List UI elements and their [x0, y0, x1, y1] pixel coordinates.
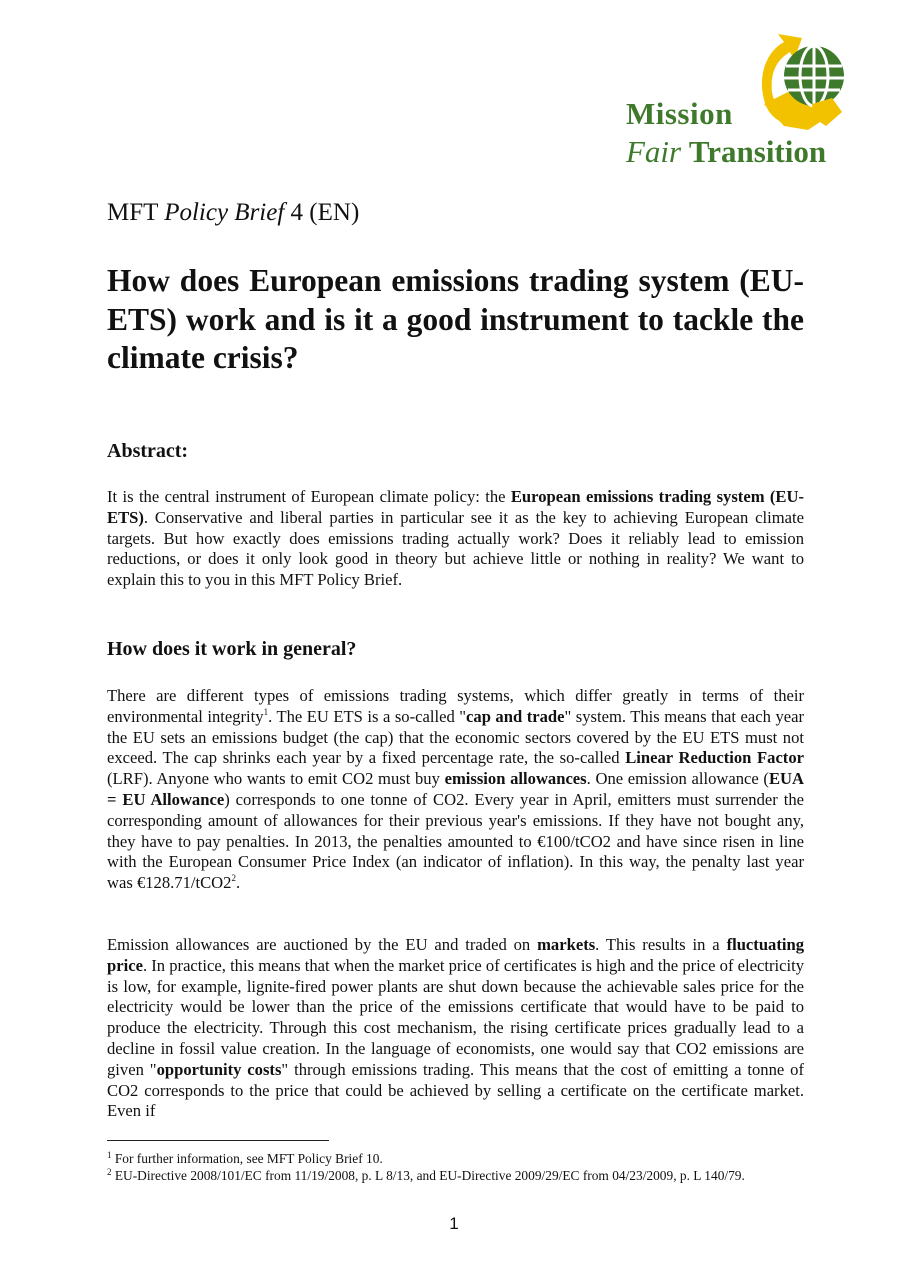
mission-fair-transition-logo [620, 34, 860, 174]
abstract-paragraph: It is the central instrument of European climate policy: the European emissions trading system (EU-ETS). Conservative and liberal parties in particular see it as the key to achieving European climate targets. But how exactly does emissions trading actually work? Does it reliably lead to emission reductions, or does it only look good in theory but achieve little or nothing in reality? We want to explain this to you in this MFT Policy Brief. [107, 487, 804, 590]
footnote-2: $^2$ EU-Directive 2008/101/EC from 11/19/2008, p. L 8/13, and EU-Directive 2009/29/EC from 04/23/2009, p. L 140/79. [107, 1167, 745, 1183]
page-number: 1 [449, 1214, 459, 1233]
body-paragraph-markets: Emission allowances are auctioned by the EU and traded on markets. This results in a fluctuating price. In practice, this means that when the market price of certificates is high and the price of electricity is low, for example, lignite-fired power plants are shut down because the achievable sales price for the electricity would be lower than the price of the emissions certificate that would have to be paid to produce the electricity. Through this cost mechanism, the rising certificate prices gradually lead to a decline in fossil value creation. In the language of economists, one would say that CO2 emissions are given "opportunity costs" through emissions trading. This means that the cost of emitting a tonne of CO2 corresponds to the price that could be achieved by selling a certificate on the certificate market. Even if [107, 935, 805, 1121]
policy-brief-label: MFT Policy Brief 4 (EN) [107, 199, 360, 226]
logo-line-fair-transition: Fair Transition [626, 134, 827, 169]
globe-handshake-icon [754, 34, 850, 134]
body-paragraph-cap-and-trade: There are different types of emissions trading systems, which differ greatly in terms of their environmental integrity$^1$. The EU ETS is a so-called "cap and trade" system. This means that each year the EU sets an emissions budget (the cap) that the economic sectors covered by the EU ETS must not exceed. The cap shrinks each year by a fixed percentage rate, the so-called Linear Reduction Factor (LRF). Anyone who wants to emit CO2 must buy emission allowances. One emission allowance (EUA = EU Allowance) corresponds to one tonne of CO2. Every year in April, emitters must surrender the corresponding amount of allowances for their previous year's emissions. If they have not bought any, they have to pay penalties. In 2013, the penalties amounted to €100/tCO2 and have since risen in line with the European Consumer Price Index (an indicator of inflation). In this way, the penalty last year was $€128.71/tCO2^2$. [107, 686, 804, 893]
footnote-divider [107, 1140, 329, 1141]
footnote-ref-2: 2 [231, 873, 236, 884]
footnote-ref-1: 1 [263, 706, 269, 717]
abstract-heading: Abstract: [107, 440, 189, 462]
footnote-1: $^1$ For further information, see MFT Policy Brief 10. [107, 1150, 383, 1166]
logo-line-mission: Mission [626, 96, 733, 131]
document-title: How does European emissions trading system (EU-ETS) work and is it a good instrument to tackle the climate crisis? [107, 263, 804, 375]
section-heading-how-it-works: How does it work in general? [107, 638, 357, 660]
